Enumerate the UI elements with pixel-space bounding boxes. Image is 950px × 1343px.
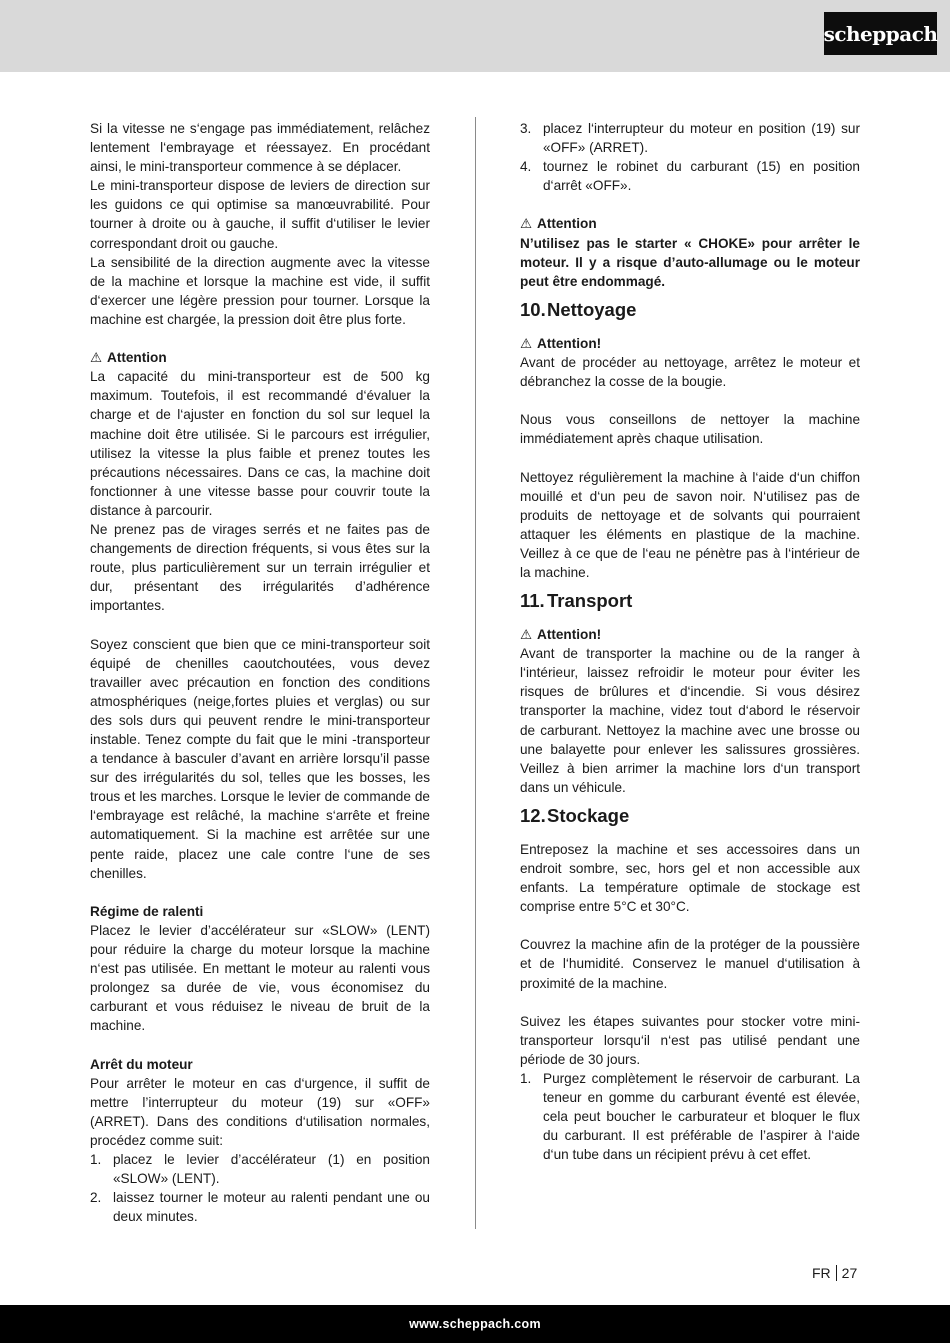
attention-label: Attention xyxy=(107,350,167,366)
paragraph: La capacité du mini-transporteur est de 500 kg maximum. Toutefois, il est recommandé d‘évaluer la charge et de l‘ajuster en fonction du sol sur lequel la machine doit être utilisée. Si le parcours est irrégulier, utilisez la vitesse la plus faible et prenez toutes les précautions nécessaires. Dans ce cas, la machine doit fonctionner à une vitesse basse pour couvrir toute la distance à parcourir. xyxy=(90,369,430,518)
attention-label: Attention! xyxy=(537,335,602,351)
paragraph: Ne prenez pas de virages serrés et ne faites pas de changements de direction fréquents, si vous êtes sur la route, plus particulièrement sur un terrain irrégulier et dur, présentant des irrégularités d’adhérence importantes. xyxy=(90,521,430,614)
paragraph: Soyez conscient que bien que ce mini-transporteur soit équipé de chenilles caoutchoutées, vous devez travailler avec précaution en fonction des conditions atmosphériques (neige,fortes pluies et verglas) ou sur des sols durs qui peuvent rendre le mini-transporteur instable. Tenez compte du fait que le mini -transporteur a tendance à basculer d’avant en arrière lorsqu’il passe sur des irrégularités du sol, telles que les bosses, les trous et les marches. Lorsque le levier de commande de l‘embrayage est relâché, la machine s‘arrête et freine automatiquement. Si la machine est arrêtée sur une pente raide, placez une cale contre l‘une de ses chenilles. xyxy=(90,636,430,881)
subheading-ralenti: Régime de ralenti xyxy=(90,903,204,919)
section-heading-nettoyage: 10.Nettoyage xyxy=(520,298,637,320)
paragraph: Nettoyez régulièrement la machine à l‘aide d‘un chiffon mouillé et d‘un peu de savon noir. N‘utilisez pas de produits de nettoyage et de solvants qui pourraient attaquer les éléments en plastique de la machine. Veillez à ce que de l‘eau ne pénètre pas à l‘intérieur de la machine. xyxy=(520,469,860,580)
page-number xyxy=(812,1265,857,1281)
website-link[interactable]: www.scheppach.com xyxy=(409,1317,541,1331)
steps-list xyxy=(520,1069,860,1164)
attention-text: N’utilisez pas le starter « CHOKE» pour arrêter le moteur. Il y a risque d’auto-allumage ou le moteur peut être endommagé. xyxy=(520,235,860,289)
section-heading-transport: 11. Transport xyxy=(520,590,633,612)
subheading-arret: Arrêt du moteur xyxy=(90,1056,193,1072)
paragraph: Suivez les étapes suivantes pour stocker votre mini-transporteur lorsqu‘il n‘est pas utilisé pendant une période de 30 jours. xyxy=(520,1013,860,1067)
warning-icon: ⚠ xyxy=(520,216,533,232)
paragraph: Couvrez la machine afin de la protéger de la poussière et de l‘humidité. Conservez le manuel d‘utilisation à proximité de la machine. xyxy=(520,937,860,991)
left-column xyxy=(90,119,430,1226)
list-item: 4. tournez le robinet du carburant (15) en position d‘arrêt «OFF». xyxy=(520,159,860,194)
warning-icon: ⚠ xyxy=(520,627,533,643)
warning-icon: ⚠ xyxy=(90,350,103,366)
paragraph: Entreposez la machine et ses accessoires dans un endroit sombre, sec, hors gel et non accessible aux enfants. La température optimale de stockage est comprise entre 5°C et 30°C. xyxy=(520,841,860,915)
paragraph: Avant de transporter la machine ou de la ranger à l‘intérieur, laissez refroidir le moteur pour éviter les risques de brûlures et d‘incendie. Si vous désirez transporter la machine, videz tout d‘abord le réservoir de carburant. Nettoyez la machine avec une brosse ou une balayette pour enlever les salissures grossières. Veillez à bien arrimer la machine lors d‘un transport dans un véhicule. xyxy=(520,646,860,795)
list-item: 1. Purgez complètement le réservoir de carburant. La teneur en gomme du carburant éventé est élevée, cela peut boucher le carburateur et bloquer le flux du carburant. Il est préférable de l’aspirer à l‘aide d‘un tube dans un récipient prévu à cet effet. xyxy=(520,1071,860,1163)
paragraph: Nous vous conseillons de nettoyer la machine immédiatement après chaque utilisation. xyxy=(520,412,860,447)
header-bar xyxy=(0,0,950,72)
list-item: 2. laissez tourner le moteur au ralenti pendant une ou deux minutes. xyxy=(90,1190,430,1225)
column-divider xyxy=(475,117,476,1229)
separator xyxy=(836,1265,837,1281)
language-code: FR xyxy=(812,1265,831,1281)
list-item: 1. placez le levier d’accélérateur (1) en position «SLOW» (LENT). xyxy=(90,1152,430,1187)
section-heading-stockage: 12.Stockage xyxy=(520,804,630,826)
brand-logo: scheppach xyxy=(824,12,937,55)
paragraph: Avant de procéder au nettoyage, arrêtez le moteur et débranchez la cosse de la bougie. xyxy=(520,354,860,390)
attention-label: Attention! xyxy=(537,627,602,643)
paragraph: Le mini-transporteur dispose de leviers de direction sur les guidons ce qui optimise sa manœuvrabilité. Pour tourner à droite ou à gauche, il suffit d‘utiliser le levier correspondant droit ou gauche. xyxy=(90,178,430,251)
warning-icon: ⚠ xyxy=(520,335,533,351)
paragraph: Placez le levier d’accélérateur sur «SLOW» (LENT) pour réduire la charge du moteur lorsque la machine n‘est pas utilisée. En mettant le moteur au ralenti vous prolongez sa durée de vie, vous économisez du carburant et vous réduisez le niveau de bruit de la machine. xyxy=(90,922,430,1034)
footer-bar xyxy=(0,1305,950,1343)
page-num: 27 xyxy=(841,1265,858,1281)
attention-heading xyxy=(90,348,430,367)
attention-heading xyxy=(520,334,860,353)
right-column xyxy=(520,119,860,1165)
attention-heading xyxy=(520,214,860,233)
list-item: 3. placez l‘interrupteur du moteur en position (19) sur «OFF» (ARRET). xyxy=(520,121,860,156)
steps-list xyxy=(90,1150,430,1226)
attention-heading xyxy=(520,625,860,644)
steps-list xyxy=(520,119,860,195)
paragraph: Pour arrêter le moteur en cas d‘urgence, il suffit de mettre l’interrupteur du moteur (19) sur «OFF» (ARRET). Dans des conditions d‘utilisation normales, procédez comme suit: xyxy=(90,1075,430,1148)
paragraph: Si la vitesse ne s‘engage pas immédiatement, relâchez lentement l‘embrayage et réessayez. En procédant ainsi, le mini-transporteur commence à se déplacer. xyxy=(90,121,430,175)
paragraph: La sensibilité de la direction augmente avec la vitesse de la machine et lorsque la machine est vide, il suffit d‘exercer une légère pression pour tourner. Lorsque la machine est chargée, la pression doit être plus forte. xyxy=(90,254,430,327)
attention-label: Attention xyxy=(537,216,597,232)
